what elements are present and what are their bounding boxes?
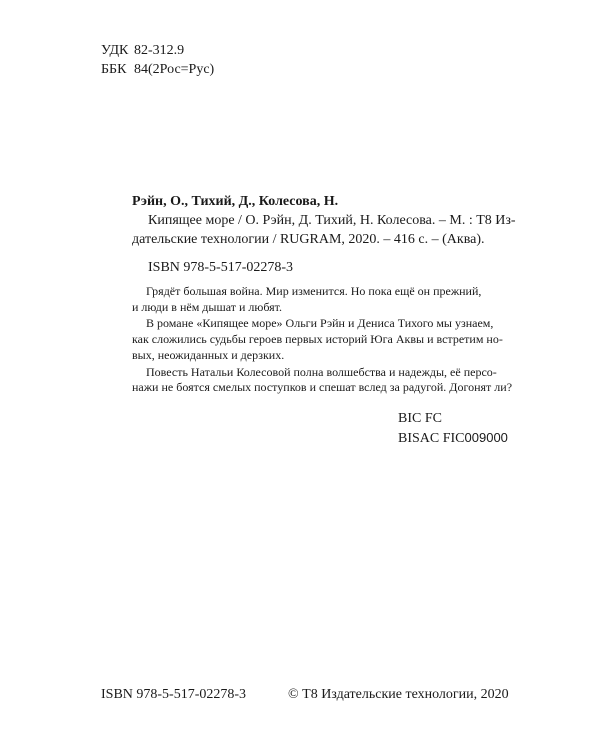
udk-row — [101, 41, 214, 60]
bbk-label: ББК — [101, 62, 127, 77]
annotation-block — [132, 284, 513, 397]
annotation-paragraph-1 — [132, 284, 504, 315]
annotation-line: В романе «Кипящее море» Ольги Рэйн и Дениса Тихого мы узнаем, — [146, 316, 494, 331]
isbn-main: ISBN 978-5-517-02278-3 — [148, 260, 294, 275]
footer-copyright: © Т8 Издательские технологии, 2020 — [288, 687, 509, 702]
biblio-line-1: Кипящее море / О. Рэйн, Д. Тихий, Н. Колесова. – М. : Т8 Из- — [148, 213, 516, 228]
bbk-value: 84(2Рос=Рус) — [134, 62, 215, 77]
footer-isbn: ISBN 978-5-517-02278-3 — [101, 687, 247, 702]
annotation-line: Грядёт большая война. Мир изменится. Но пока ещё он прежний, — [146, 284, 482, 298]
annotation-line: нажи не боятся смелых поступков и спешат вслед за радугой. Догонят ли? — [132, 380, 513, 395]
bisac-row — [398, 428, 508, 448]
annotation-paragraph-2 — [132, 316, 504, 363]
udk-label: УДК — [101, 43, 129, 58]
biblio-line-2: дательские технологии / RUGRAM, 2020. – 416 с. – (Аква). — [132, 232, 485, 247]
subject-codes — [398, 409, 508, 448]
annotation-line: Повесть Натальи Колесовой полна волшебства и надежды, её персо- — [146, 364, 497, 379]
annotation-line: как сложились судьбы героев первых историй Юга Аквы и встретим но- — [132, 332, 503, 347]
annotation-line: и люди в нём дышат и любят. — [132, 299, 283, 314]
bbk-row — [101, 60, 214, 79]
annotation-line: вых, неожиданных и дерзких. — [132, 347, 285, 362]
udk-value: 82-312.9 — [134, 43, 185, 58]
bibliographic-entry — [132, 192, 516, 249]
bisac-code: 009000 — [464, 430, 508, 445]
annotation-paragraph-3 — [132, 364, 513, 396]
classification-block — [101, 41, 214, 79]
authors-heading: Рэйн, О., Тихий, Д., Колесова, Н. — [132, 194, 339, 209]
bisac-label: BISAC FIC — [398, 431, 465, 446]
bic-code: BIC FC — [398, 411, 442, 426]
